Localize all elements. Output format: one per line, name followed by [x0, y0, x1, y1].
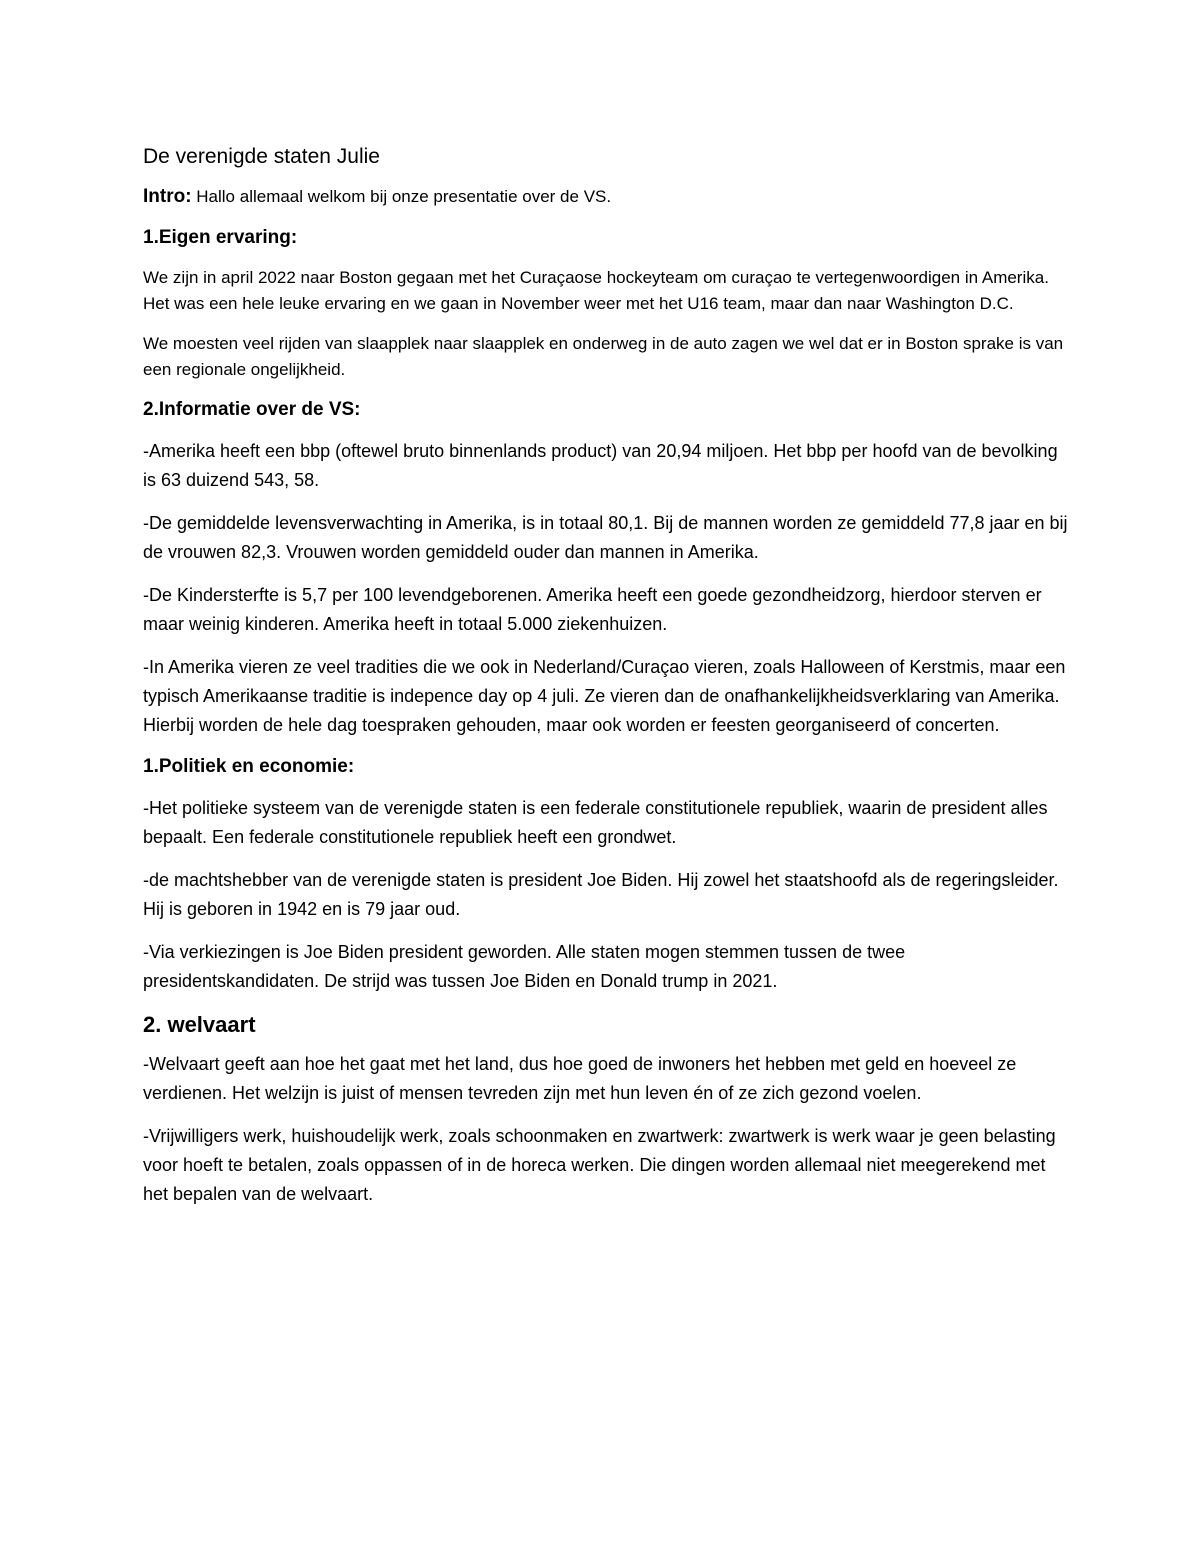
paragraph: -de machtshebber van de verenigde staten is president Joe Biden. Hij zowel het staatshoofd als de regeringsleider. Hij is geboren in 1942 en is 79 jaar oud. — [143, 870, 1059, 919]
paragraph: -In Amerika vieren ze veel tradities die we ook in Nederland/Curaçao vieren, zoals Halloween of Kerstmis, maar een typisch Amerikaanse traditie is indepence day op 4 juli. Ze vieren dan de onafhankelijkheidsverklaring van Amerika. Hierbij worden de hele dag toespraken gehouden, maar ook worden er feesten georganiseerd of concerten. — [143, 657, 1066, 735]
section-heading-eigen-ervaring: 1.Eigen ervaring: — [143, 227, 298, 248]
paragraph: -De gemiddelde levensverwachting in Amerika, is in totaal 80,1. Bij de mannen worden ze gemiddeld 77,8 jaar en bij de vrouwen 82,3. Vrouwen worden gemiddeld ouder dan mannen in Amerika. — [143, 513, 1068, 562]
intro-paragraph — [143, 185, 1068, 209]
section-heading-politiek: 1.Politiek en economie: — [143, 756, 355, 777]
paragraph: We zijn in april 2022 naar Boston gegaan met het Curaçaose hockeyteam om curaçao te vertegenwoordigen in Amerika. Het was een hele leuke ervaring en we gaan in November weer met het U16 team, maar dan naar Washington D.C. — [143, 268, 1049, 313]
intro-label: Intro: — [143, 186, 192, 207]
paragraph: -De Kindersterfte is 5,7 per 100 levendgeborenen. Amerika heeft een goede gezondheidzorg, hierdoor sterven er maar weinig kinderen. Amerika heeft in totaal 5.000 ziekenhuizen. — [143, 585, 1042, 634]
section-heading-informatie: 2.Informatie over de VS: — [143, 399, 361, 420]
section-heading-welvaart: 2. welvaart — [143, 1012, 256, 1037]
paragraph: -Het politieke systeem van de verenigde staten is een federale constitutionele republiek, waarin de president alles bepaalt. Een federale constitutionele republiek heeft een grondwet. — [143, 798, 1048, 847]
document-content — [143, 143, 1068, 1223]
paragraph: -Welvaart geeft aan hoe het gaat met het land, dus hoe goed de inwoners het hebben met geld en hoeveel ze verdienen. Het welzijn is juist of mensen tevreden zijn met hun leven én of ze zich gezond voelen. — [143, 1054, 1017, 1103]
intro-text: Hallo allemaal welkom bij onze presentatie over de VS. — [191, 187, 612, 206]
paragraph: -Vrijwilligers werk, huishoudelijk werk, zoals schoonmaken en zwartwerk: zwartwerk is werk waar je geen belasting voor hoeft te betalen, zoals oppassen of in de horeca werken. Die dingen worden allemaal niet meegerekend met het bepalen van de welvaart. — [143, 1126, 1056, 1204]
paragraph: -Amerika heeft een bbp (oftewel bruto binnenlands product) van 20,94 miljoen. Het bbp per hoofd van de bevolking is 63 duizend 543, 58. — [143, 441, 1058, 490]
document-title: De verenigde staten Julie — [143, 145, 380, 168]
paragraph: -Via verkiezingen is Joe Biden president geworden. Alle staten mogen stemmen tussen de twee presidentskandidaten. De strijd was tussen Joe Biden en Donald trump in 2021. — [143, 942, 906, 991]
paragraph: We moesten veel rijden van slaapplek naar slaapplek en onderweg in de auto zagen we wel dat er in Boston sprake is van een regionale ongelijkheid. — [143, 334, 1064, 379]
